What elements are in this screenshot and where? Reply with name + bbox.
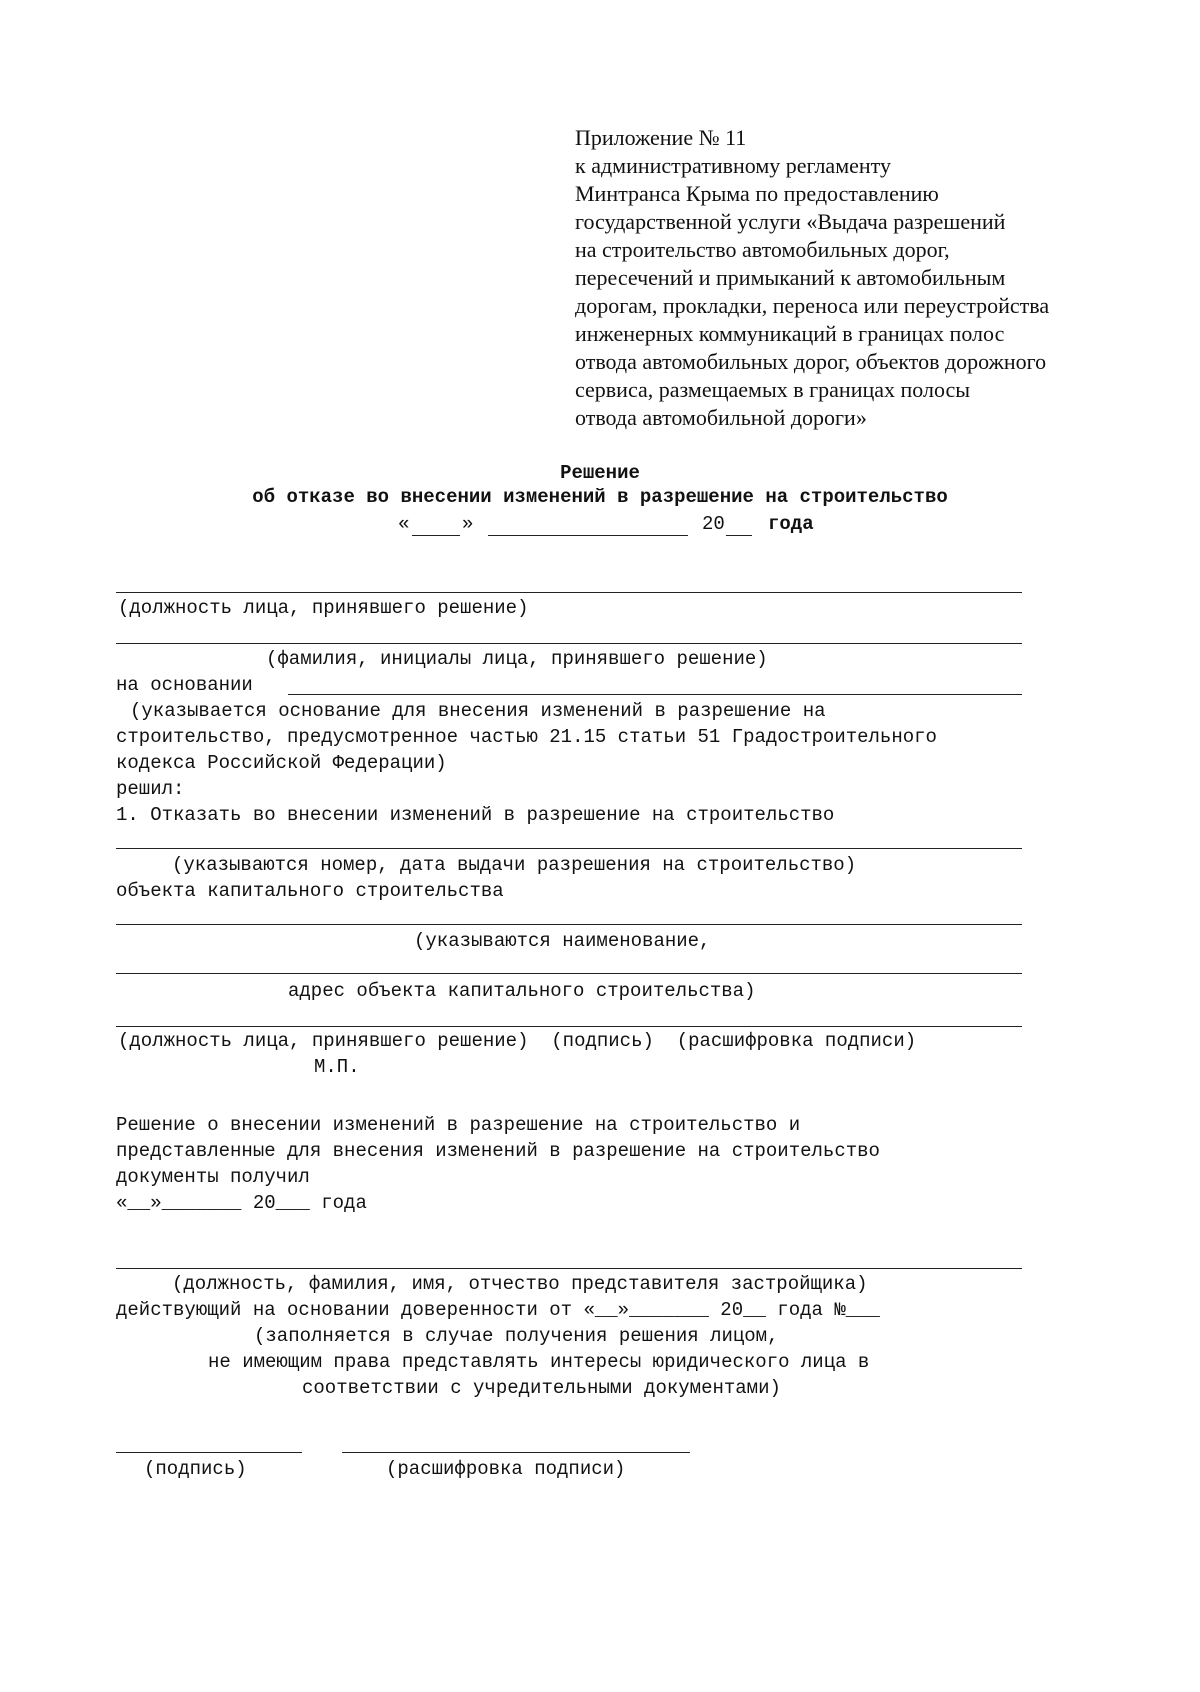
object-label: объекта капитального строительства <box>116 880 504 902</box>
appendix-block <box>575 124 1135 432</box>
basis-blank <box>288 694 1022 695</box>
proxy-note: соответствии с учредительными документами) <box>302 1377 781 1399</box>
object-address-blank <box>116 973 1022 974</box>
appendix-line: сервиса, размещаемых в границах полосы <box>575 377 971 402</box>
representative-blank <box>116 1268 1022 1269</box>
appendix-line: отвода автомобильной дороги» <box>575 405 867 430</box>
document-title: Решение <box>560 462 640 484</box>
on-basis-label: на основании <box>116 674 253 696</box>
date-year-suffix: года <box>768 513 814 535</box>
stamp-label: М.П. <box>314 1056 360 1078</box>
received-text: документы получил <box>116 1166 310 1188</box>
basis-note: кодекса Российской Федерации) <box>116 752 447 774</box>
signature-captions: (должность лица, принявшего решение) (подпись) (расшифровка подписи) <box>118 1030 917 1052</box>
date-open-quote: « <box>398 513 410 535</box>
date-year-prefix: 20 <box>702 513 725 535</box>
caption-name: (фамилия, инициалы лица, принявшего решение) <box>266 648 768 670</box>
final-signature-decode-blank <box>342 1452 690 1453</box>
basis-note: строительство, предусмотренное частью 21.15 статьи 51 Градостроительного <box>116 726 937 748</box>
received-date: «__»_______ 20___ года <box>116 1192 367 1214</box>
name-blank <box>116 643 1022 644</box>
proxy-note: не имеющим права представлять интересы юридического лица в <box>208 1351 870 1373</box>
received-text: представленные для внесения изменений в разрешение на строительство <box>116 1140 880 1162</box>
date-day-blank <box>412 535 460 536</box>
appendix-line: инженерных коммуникаций в границах полос <box>575 321 1005 346</box>
position-blank <box>116 592 1022 593</box>
basis-note: (указывается основание для внесения изменений в разрешение на <box>130 700 826 722</box>
date-month-blank <box>488 535 688 536</box>
caption-permit: (указываются номер, дата выдачи разрешения на строительство) <box>172 854 857 876</box>
caption-object-name: (указываются наименование, <box>414 930 711 952</box>
appendix-line: государственной услуги «Выдача разрешений <box>575 209 1006 234</box>
caption-signature: (подпись) <box>144 1458 247 1480</box>
appendix-line: дорогам, прокладки, переноса или переустройства <box>575 293 1050 318</box>
appendix-line: на строительство автомобильных дорог, <box>575 237 950 262</box>
caption-position: (должность лица, принявшего решение) <box>118 597 529 619</box>
appendix-line: отвода автомобильных дорог, объектов дорожного <box>575 349 1047 374</box>
appendix-line: Минтранса Крыма по предоставлению <box>575 181 939 206</box>
document-subtitle: об отказе во внесении изменений в разрешение на строительство <box>252 486 948 508</box>
permit-blank <box>116 848 1022 849</box>
signature-blank <box>116 1026 1022 1027</box>
proxy-note: (заполняется в случае получения решения лицом, <box>254 1325 779 1347</box>
caption-representative: (должность, фамилия, имя, отчество представителя застройщика) <box>172 1273 868 1295</box>
date-close-quote: » <box>462 513 474 535</box>
appendix-line: пересечений и примыканий к автомобильным <box>575 265 1006 290</box>
caption-object-address: адрес объекта капитального строительства) <box>288 980 756 1002</box>
proxy-line: действующий на основании доверенности от «__»_______ 20__ года №___ <box>116 1299 880 1321</box>
date-year-blank <box>726 535 752 536</box>
item-1: 1. Отказать во внесении изменений в разрешение на строительство <box>116 804 835 826</box>
appendix-line: к административному регламенту <box>575 153 891 178</box>
object-name-blank <box>116 924 1022 925</box>
received-text: Решение о внесении изменений в разрешение на строительство и <box>116 1114 801 1136</box>
final-signature-blank <box>116 1452 302 1453</box>
decided-label: решил: <box>116 778 185 800</box>
appendix-line: Приложение № 11 <box>575 125 747 150</box>
caption-signature-decode: (расшифровка подписи) <box>386 1458 626 1480</box>
